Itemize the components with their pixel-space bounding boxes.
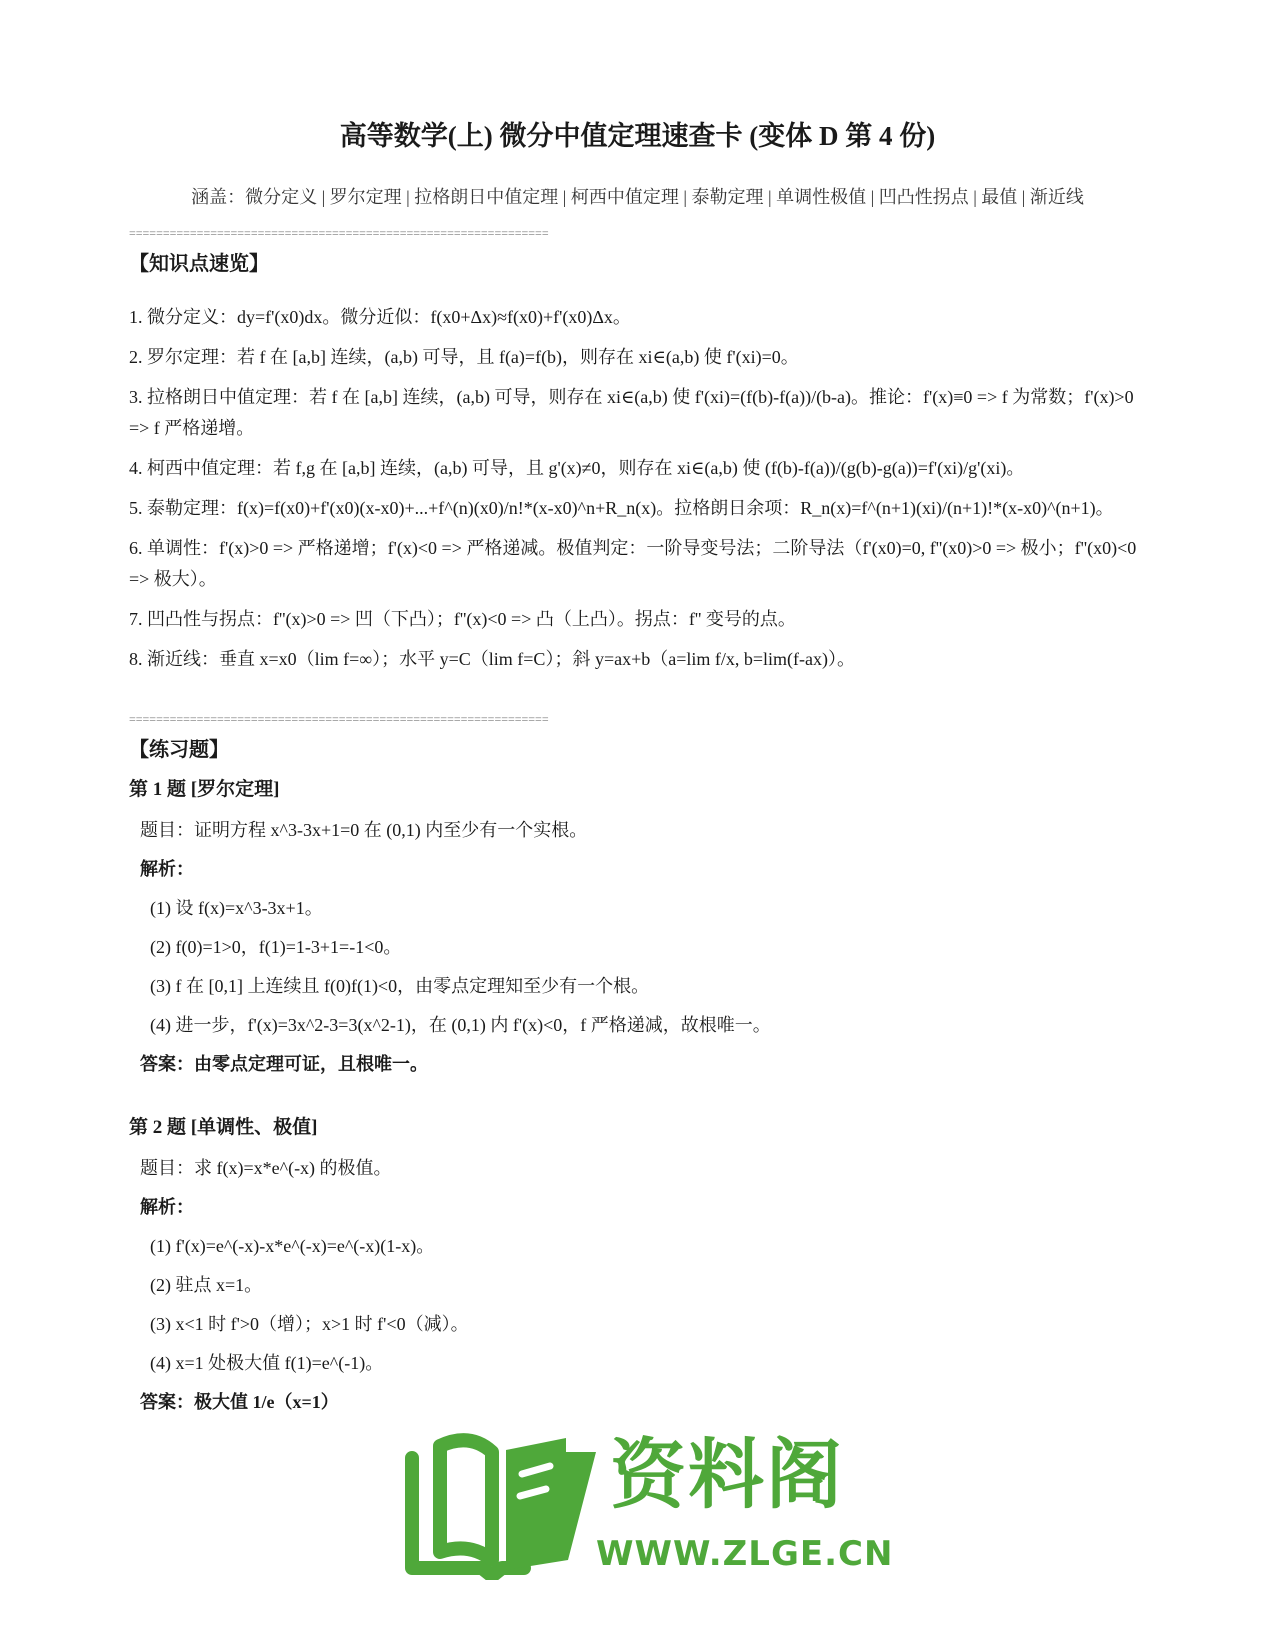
question-heading: 第 2 题 [单调性、极值] [129,1117,318,1138]
analysis-label: 解析： [140,859,194,879]
knowledge-item: 4. 柯西中值定理：若 f,g 在 [a,b] 连续，(a,b) 可导，且 g'(x)≠0，则存在 xi∈(a,b) 使 (f(b)-f(a))/(g(b)-g(a))=f'(xi)/g'(xi)。 [129,458,1025,478]
analysis-step: (4) 进一步，f'(x)=3x^2-3=3(x^2-1)，在 (0,1) 内 f'(x)<0，f 严格递减，故根唯一。 [150,1015,771,1035]
watermark-url: WWW.ZLGE.CN [596,1534,894,1574]
knowledge-item: 1. 微分定义：dy=f'(x0)dx。微分近似：f(x0+Δx)≈f(x0)+f'(x0)Δx。 [129,307,631,327]
knowledge-item: 5. 泰勒定理：f(x)=f(x0)+f'(x0)(x-x0)+...+f^(n)(x0)/n!*(x-x0)^n+R_n(x)。拉格朗日余项：R_n(x)=f^(n+1)(xi)/(n+1)!*(x-x0)^(n+1)。 [129,498,1114,518]
divider-top: ============================================================== [129,226,549,240]
question-heading: 第 1 题 [罗尔定理] [129,779,280,800]
question-prompt: 题目：求 f(x)=x*e^(-x) 的极值。 [140,1158,392,1178]
knowledge-item: 3. 拉格朗日中值定理：若 f 在 [a,b] 连续，(a,b) 可导，则存在 xi∈(a,b) 使 f'(xi)=(f(b)-f(a))/(b-a)。推论：f'(x)≡0 => f 为常数；f'(x)>0 => f 严格递增。 [129,387,1134,438]
analysis-label: 解析： [140,1197,194,1217]
knowledge-item: 2. 罗尔定理：若 f 在 [a,b] 连续，(a,b) 可导，且 f(a)=f(b)，则存在 xi∈(a,b) 使 f'(xi)=0。 [129,347,799,367]
analysis-step: (3) f 在 [0,1] 上连续且 f(0)f(1)<0，由零点定理知至少有一个根。 [150,976,650,996]
knowledge-list [129,302,1145,684]
analysis-step: (4) x=1 处极大值 f(1)=e^(-1)。 [150,1353,384,1373]
question-answer: 答案：极大值 1/e（x=1） [140,1392,339,1412]
analysis-step: (2) f(0)=1>0，f(1)=1-3+1=-1<0。 [150,937,402,957]
analysis-steps [129,894,1145,1050]
practice-heading: 【练习题】 [129,739,229,761]
knowledge-item: 7. 凹凸性与拐点：f''(x)>0 => 凹（下凸）；f''(x)<0 => 凸（上凸）。拐点：f'' 变号的点。 [129,609,796,629]
knowledge-heading: 【知识点速览】 [129,253,269,275]
analysis-step: (1) f'(x)=e^(-x)-x*e^(-x)=e^(-x)(1-x)。 [150,1236,435,1256]
open-book-logo-icon [400,1430,600,1580]
analysis-step: (2) 驻点 x=1。 [150,1275,263,1295]
knowledge-item: 8. 渐近线：垂直 x=x0（lim f=∞）；水平 y=C（lim f=C）；斜 y=ax+b（a=lim f/x, b=lim(f-ax)）。 [129,649,855,669]
analysis-step: (1) 设 f(x)=x^3-3x+1。 [150,898,323,918]
page-title: 高等数学(上) 微分中值定理速查卡 (变体 D 第 4 份) [339,121,936,151]
question-block-2 [129,1114,1145,1416]
question-block-1 [129,776,1145,1078]
watermark [400,1430,894,1590]
question-prompt: 题目：证明方程 x^3-3x+1=0 在 (0,1) 内至少有一个实根。 [140,820,588,840]
watermark-brand: 资料阁 [610,1430,844,1519]
divider-middle: ============================================================== [129,712,549,726]
question-answer: 答案：由零点定理可证，且根唯一。 [140,1054,428,1074]
coverage-line: 涵盖：微分定义 | 罗尔定理 | 拉格朗日中值定理 | 柯西中值定理 | 泰勒定理 | 单调性极值 | 凹凸性拐点 | 最值 | 渐近线 [191,187,1084,207]
analysis-steps [129,1232,1145,1388]
analysis-step: (3) x<1 时 f'>0（增）；x>1 时 f'<0（减）。 [150,1314,469,1334]
knowledge-item: 6. 单调性：f'(x)>0 => 严格递增；f'(x)<0 => 严格递减。极值判定：一阶导变号法；二阶导法（f'(x0)=0, f''(x0)>0 => 极小；f''(x0)<0 => 极大）。 [129,538,1137,589]
